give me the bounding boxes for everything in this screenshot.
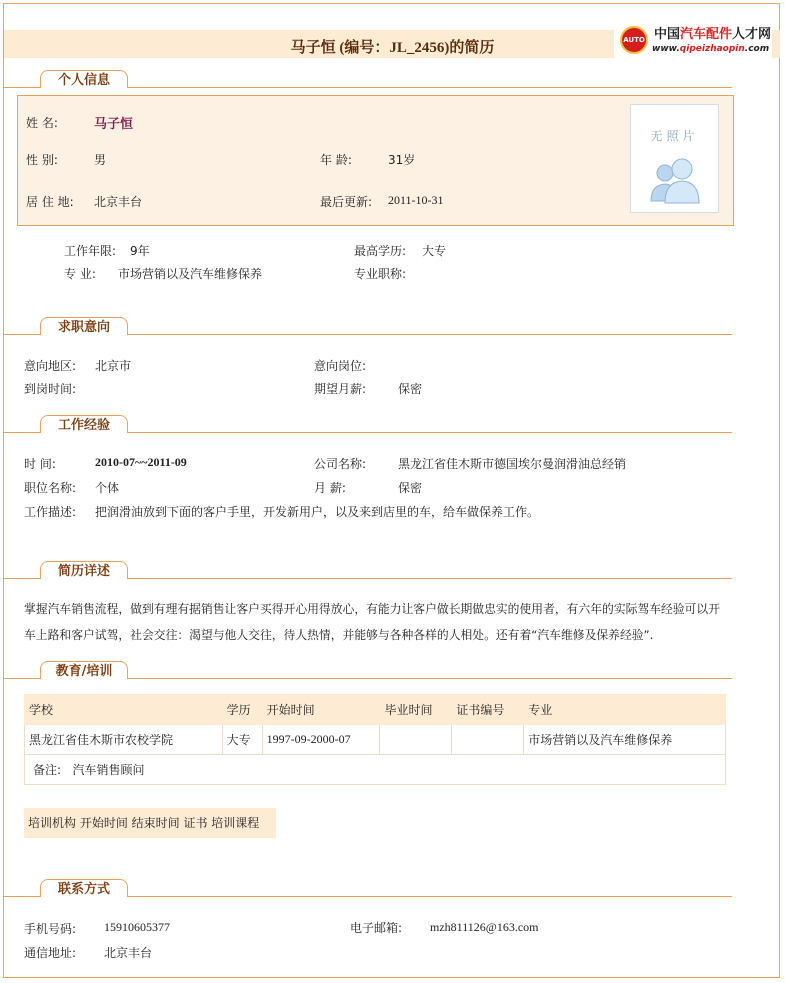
monthly-salary-value: 保密: [398, 481, 423, 495]
email-label: 电子邮箱:: [350, 921, 403, 935]
logo-url: www.qipeizhaopin.com: [652, 44, 770, 54]
intended-area-value: 北京市: [95, 359, 132, 373]
work-description-label: 工作描述:: [24, 505, 77, 519]
updated-value: 2011-10-31: [388, 193, 444, 207]
phone-value: 15910605377: [104, 920, 170, 934]
column-header: 学校: [25, 695, 223, 725]
residence-label: 居 住 地:: [26, 195, 74, 209]
start-time-cell: 1997-09-2000-07: [262, 725, 380, 755]
phone-label: 手机号码:: [24, 922, 77, 936]
address-label: 通信地址:: [24, 946, 77, 960]
table-row: [25, 755, 726, 785]
company-label: 公司名称:: [314, 457, 367, 471]
major-cell: 市场营销以及汽车维修保养: [524, 725, 726, 755]
page-title: 马子恒 (编号：JL_2456)的简历: [290, 40, 495, 56]
graduation-time-cell: [380, 725, 452, 755]
note-cell: [25, 755, 726, 785]
no-photo-text: 无照片: [650, 129, 699, 143]
summary-line-1: 掌握汽车销售流程，做到有理有据销售让客户买得开心用得放心，有能力让客户做长期做忠实的使用者，有六年的实际驾车经验可以开: [24, 602, 721, 616]
candidate-name: 马子恒: [94, 117, 134, 132]
logo-chinese-name: 中国汽车配件人才网: [654, 27, 772, 42]
column-header: 专业: [524, 695, 726, 725]
training-header-bar: 培训机构 开始时间 结束时间 证书 培训课程: [24, 808, 276, 838]
photo-placeholder: [630, 104, 719, 213]
section-experience-heading: 工作经验: [40, 415, 128, 433]
note-label: 备注:: [33, 763, 62, 777]
job-title-value: 个体: [95, 481, 120, 495]
residence-value: 北京丰台: [94, 195, 143, 209]
site-logo[interactable]: [614, 20, 772, 66]
column-header: 证书编号: [452, 695, 524, 725]
updated-label: 最后更新:: [320, 195, 373, 209]
intended-position-label: 意向岗位:: [314, 359, 367, 373]
gender-value: 男: [94, 153, 107, 167]
degree-label: 最高学历:: [354, 244, 407, 258]
name-label: 姓 名:: [26, 116, 58, 130]
note-value: 汽车销售顾问: [72, 763, 145, 777]
monthly-salary-label: 月 薪:: [314, 481, 346, 495]
degree-cell: 大专: [222, 725, 262, 755]
education-table: [24, 694, 726, 785]
intended-area-label: 意向地区:: [24, 359, 77, 373]
major-label: 专 业:: [64, 267, 96, 281]
age-value: 31岁: [388, 153, 416, 167]
email-value[interactable]: mzh811126@163.com: [430, 920, 539, 934]
school-cell: 黑龙江省佳木斯市农校学院: [25, 725, 223, 755]
table-row: [25, 725, 726, 755]
column-header: 学历: [222, 695, 262, 725]
section-education-heading: 教育/培训: [40, 661, 128, 679]
education-header-row: [25, 695, 726, 725]
column-header: 开始时间: [262, 695, 380, 725]
address-value: 北京丰台: [104, 946, 153, 960]
gender-label: 性 别:: [26, 153, 58, 167]
work-years-value: 9年: [130, 244, 150, 258]
major-value: 市场营销以及汽车维修保养: [118, 267, 263, 281]
expected-salary-value: 保密: [398, 382, 423, 396]
professional-title-label: 专业职称:: [354, 267, 407, 281]
degree-value: 大专: [422, 244, 447, 258]
age-label: 年 龄:: [320, 153, 352, 167]
summary-line-2: 车上路和客户试驾，社会交往：渴望与他人交往，待人热情，并能够与各种各样的人相处。还有着“汽车维修及保养经验”.: [24, 628, 654, 642]
section-contact-heading: 联系方式: [40, 879, 128, 897]
section-personal-heading: 个人信息: [40, 70, 128, 88]
avatar-icon: [645, 155, 705, 205]
auto-badge-icon: AUTO: [620, 26, 648, 54]
work-time-value: 2010-07~~2011-09: [95, 455, 187, 469]
job-title-label: 职位名称:: [24, 481, 77, 495]
certificate-cell: [452, 725, 524, 755]
section-intention-heading: 求职意向: [40, 317, 128, 335]
section-summary-heading: 简历详述: [40, 561, 128, 579]
work-time-label: 时 间:: [24, 457, 56, 471]
arrival-time-label: 到岗时间:: [24, 382, 77, 396]
company-value: 黑龙江省佳木斯市德国埃尔曼润滑油总经销: [398, 457, 627, 471]
column-header: 毕业时间: [380, 695, 452, 725]
work-description-value: 把润滑油放到下面的客户手里，开发新用户，以及来到店里的车，给车做保养工作。: [95, 505, 540, 519]
work-years-label: 工作年限:: [64, 244, 117, 258]
expected-salary-label: 期望月薪:: [314, 382, 367, 396]
